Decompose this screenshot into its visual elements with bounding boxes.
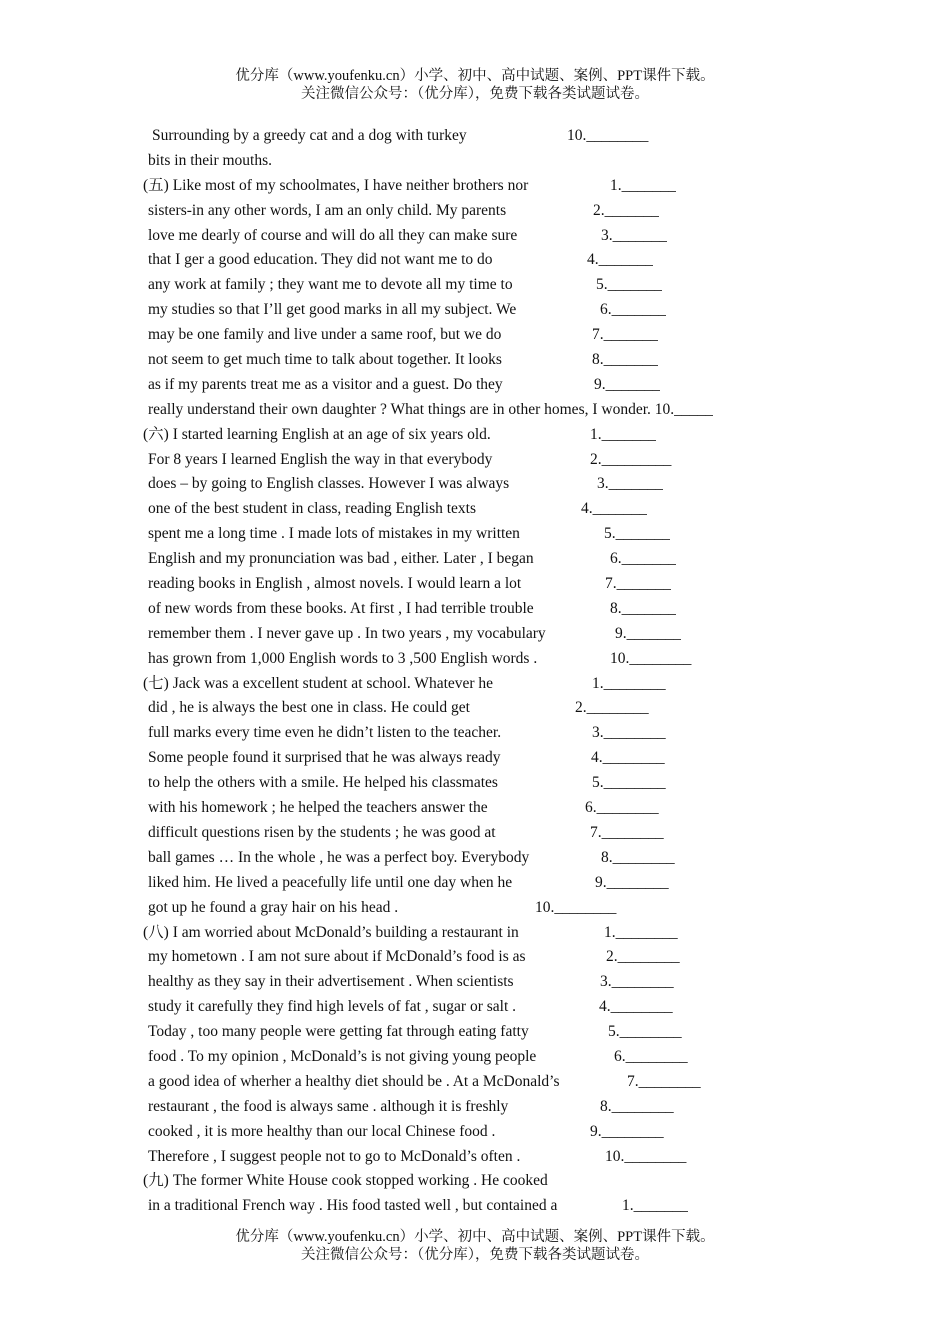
answer-blank[interactable]: 1.________ [604,923,678,941]
answer-blank[interactable]: 4.________ [591,749,665,767]
line-text: full marks every time even he didn’t listen to the teacher. [148,724,502,742]
exercise-line [0,448,950,473]
exercise-line [0,821,950,846]
exercise-line [0,472,950,497]
exercise-line [0,298,950,323]
answer-blank[interactable]: 7.________ [590,823,664,841]
exercise-line [0,647,950,672]
answer-blank[interactable]: 3._______ [601,226,667,244]
answer-blank[interactable]: 5.________ [592,774,666,792]
answer-blank[interactable]: 5.________ [608,1023,682,1041]
exercise-line [0,547,950,572]
exercise-line [0,398,950,423]
answer-blank[interactable]: 6.________ [585,799,659,817]
answer-blank[interactable]: 7.________ [627,1072,701,1090]
answer-blank[interactable]: 7._______ [605,575,671,593]
answer-blank[interactable]: 7._______ [592,326,658,344]
footer-line-2: 关注微信公众号：（优分库），免费下载各类试题试卷。 [301,1247,649,1263]
answer-blank[interactable]: 6._______ [610,550,676,568]
exercise-line [0,921,950,946]
exercise-line [0,796,950,821]
exercise-line [0,497,950,522]
line-text: English and my pronunciation was bad , either. Later , I began [148,550,534,568]
answer-blank[interactable]: 9._______ [615,624,681,642]
answer-blank[interactable]: 8.________ [601,848,675,866]
line-text: any work at family ; they want me to devote all my time to [148,276,513,294]
line-text: in a traditional French way . His food tasted well , but contained a [148,1197,558,1215]
line-text: (九) The former White House cook stopped working . He cooked [143,1172,548,1190]
answer-blank[interactable]: 3.________ [600,973,674,991]
page-footer [0,1228,950,1264]
line-text: love me dearly of course and will do all they can make sure [148,226,518,244]
line-text: spent me a long time . I made lots of mistakes in my written [148,525,520,543]
exercise-line [0,1145,950,1170]
answer-blank[interactable]: 4._______ [587,251,653,269]
answer-blank[interactable]: 3.________ [592,724,666,742]
answer-blank[interactable]: 8._______ [592,351,658,369]
exercise-line [0,846,950,871]
exercise-line [0,970,950,995]
header-line-1: 优分库（www.youfenku.cn）小学、初中、高中试题、案例、PPT课件下载。 [235,68,715,84]
answer-blank[interactable]: 8.________ [600,1097,674,1115]
answer-blank[interactable]: 10.________ [567,127,649,144]
answer-blank[interactable]: 1._______ [590,425,656,443]
exercise-line [0,871,950,896]
exercise-line [0,746,950,771]
answer-blank[interactable]: 1._______ [622,1197,688,1215]
line-text: remember them . I never gave up . In two years , my vocabulary [148,624,546,642]
exercise-line [0,672,950,697]
line-text: Today , too many people were getting fat through eating fatty [148,1023,529,1041]
line-text: really understand their own daughter ? What things are in other homes, I wonder. 10._____ [148,400,713,418]
answer-blank[interactable]: 5._______ [604,525,670,543]
answer-blank[interactable]: 4.________ [599,998,673,1016]
line-text: healthy as they say in their advertisement . When scientists [148,973,514,991]
line-text: Some people found it surprised that he was always ready [148,749,501,767]
answer-blank[interactable]: 9._______ [594,375,660,393]
exercise-body [0,124,950,1219]
line-text: study it carefully they find high levels of fat , sugar or salt . [148,998,517,1016]
exercise-line [0,1020,950,1045]
line-text: a good idea of wherher a healthy diet should be . At a McDonald’s [148,1072,560,1090]
answer-blank[interactable]: 2._________ [590,450,672,468]
line-text: one of the best student in class, reading English texts [148,500,477,518]
answer-blank[interactable]: 1.________ [592,674,666,692]
answer-blank[interactable]: 4._______ [581,500,647,518]
line-text: (八) I am worried about McDonald’s building a restaurant in [143,923,519,941]
line-text: Surrounding by a greedy cat and a dog with turkey [152,127,467,144]
exercise-line [0,696,950,721]
exercise-line [0,199,950,224]
line-text: my hometown . I am not sure about if McDonald’s food is as [148,948,526,966]
line-text: cooked , it is more healthy than our local Chinese food . [148,1122,496,1140]
answer-blank[interactable]: 6.________ [614,1047,688,1065]
line-text: to help the others with a smile. He helped his classmates [148,774,498,792]
exercise-line [0,1045,950,1070]
exercise-line [0,597,950,622]
exercise-line [0,248,950,273]
exercise-line [0,1169,950,1194]
line-text: difficult questions risen by the students ; he was good at [148,823,496,841]
line-text: restaurant , the food is always same . although it is freshly [148,1097,509,1115]
exercise-line [0,1070,950,1095]
answer-blank[interactable]: 2.________ [575,699,649,717]
line-text: ball games … In the whole , he was a perfect boy. Everybody [148,848,530,866]
answer-blank[interactable]: 6._______ [600,301,666,319]
answer-blank[interactable]: 10.________ [610,649,692,667]
line-text: my studies so that I’ll get good marks in all my subject. We [148,301,517,319]
answer-blank[interactable]: 10.________ [605,1147,687,1165]
answer-blank[interactable]: 1._______ [610,176,676,194]
answer-blank[interactable]: 2.________ [606,948,680,966]
line-text: food . To my opinion , McDonald’s is not giving young people [148,1047,537,1065]
line-text: may be one family and live under a same roof, but we do [148,326,502,344]
line-text: does – by going to English classes. However I was always [148,475,510,493]
line-text: sisters-in any other words, I am an only child. My parents [148,201,507,219]
exercise-line [0,273,950,298]
exercise-line [0,1194,950,1219]
line-text: liked him. He lived a peacefully life until one day when he [148,873,513,891]
footer-line-1: 优分库（www.youfenku.cn）小学、初中、高中试题、案例、PPT课件下载。 [235,1229,715,1245]
line-text: For 8 years I learned English the way in that everybody [148,450,493,468]
line-text: (五) Like most of my schoolmates, I have neither brothers nor [143,176,529,194]
exercise-line [0,423,950,448]
exercise-line [0,1095,950,1120]
exercise-line [0,124,950,149]
header-line-2: 关注微信公众号：（优分库），免费下载各类试题试卷。 [301,86,649,102]
exercise-line [0,572,950,597]
exercise-line [0,323,950,348]
answer-blank[interactable]: 10.________ [535,898,617,916]
answer-blank[interactable]: 9.________ [595,873,669,891]
exercise-line [0,896,950,921]
exercise-line [0,174,950,199]
line-text: with his homework ; he helped the teachers answer the [148,799,488,817]
exercise-line [0,373,950,398]
exercise-line [0,1120,950,1145]
line-text: has grown from 1,000 English words to 3 ,500 English words . [148,649,538,667]
answer-blank[interactable]: 9.________ [590,1122,664,1140]
line-text: did , he is always the best one in class. He could get [148,699,470,717]
line-text: bits in their mouths. [148,151,272,169]
line-text: reading books in English , almost novels. I would learn a lot [148,575,522,593]
exercise-line [0,622,950,647]
line-text: got up he found a gray hair on his head . [148,898,399,916]
exercise-line [0,721,950,746]
page-header [0,67,950,103]
exercise-line [0,224,950,249]
line-text: of new words from these books. At first , I had terrible trouble [148,599,534,617]
line-text: (六) I started learning English at an age of six years old. [143,425,491,443]
exercise-line [0,995,950,1020]
answer-blank[interactable]: 2._______ [593,201,659,219]
line-text: (七) Jack was a excellent student at school. Whatever he [143,674,494,692]
exercise-line [0,149,950,174]
line-text: as if my parents treat me as a visitor and a guest. Do they [148,375,503,393]
exercise-line [0,522,950,547]
answer-blank[interactable]: 3._______ [597,475,663,493]
line-text: that I ger a good education. They did not want me to do [148,251,493,269]
exercise-line [0,945,950,970]
answer-blank[interactable]: 5._______ [596,276,662,294]
line-text: not seem to get much time to talk about together. It looks [148,351,502,369]
answer-blank[interactable]: 8._______ [610,599,676,617]
exercise-line [0,348,950,373]
line-text: Therefore , I suggest people not to go to McDonald’s often . [148,1147,521,1165]
exercise-line [0,771,950,796]
